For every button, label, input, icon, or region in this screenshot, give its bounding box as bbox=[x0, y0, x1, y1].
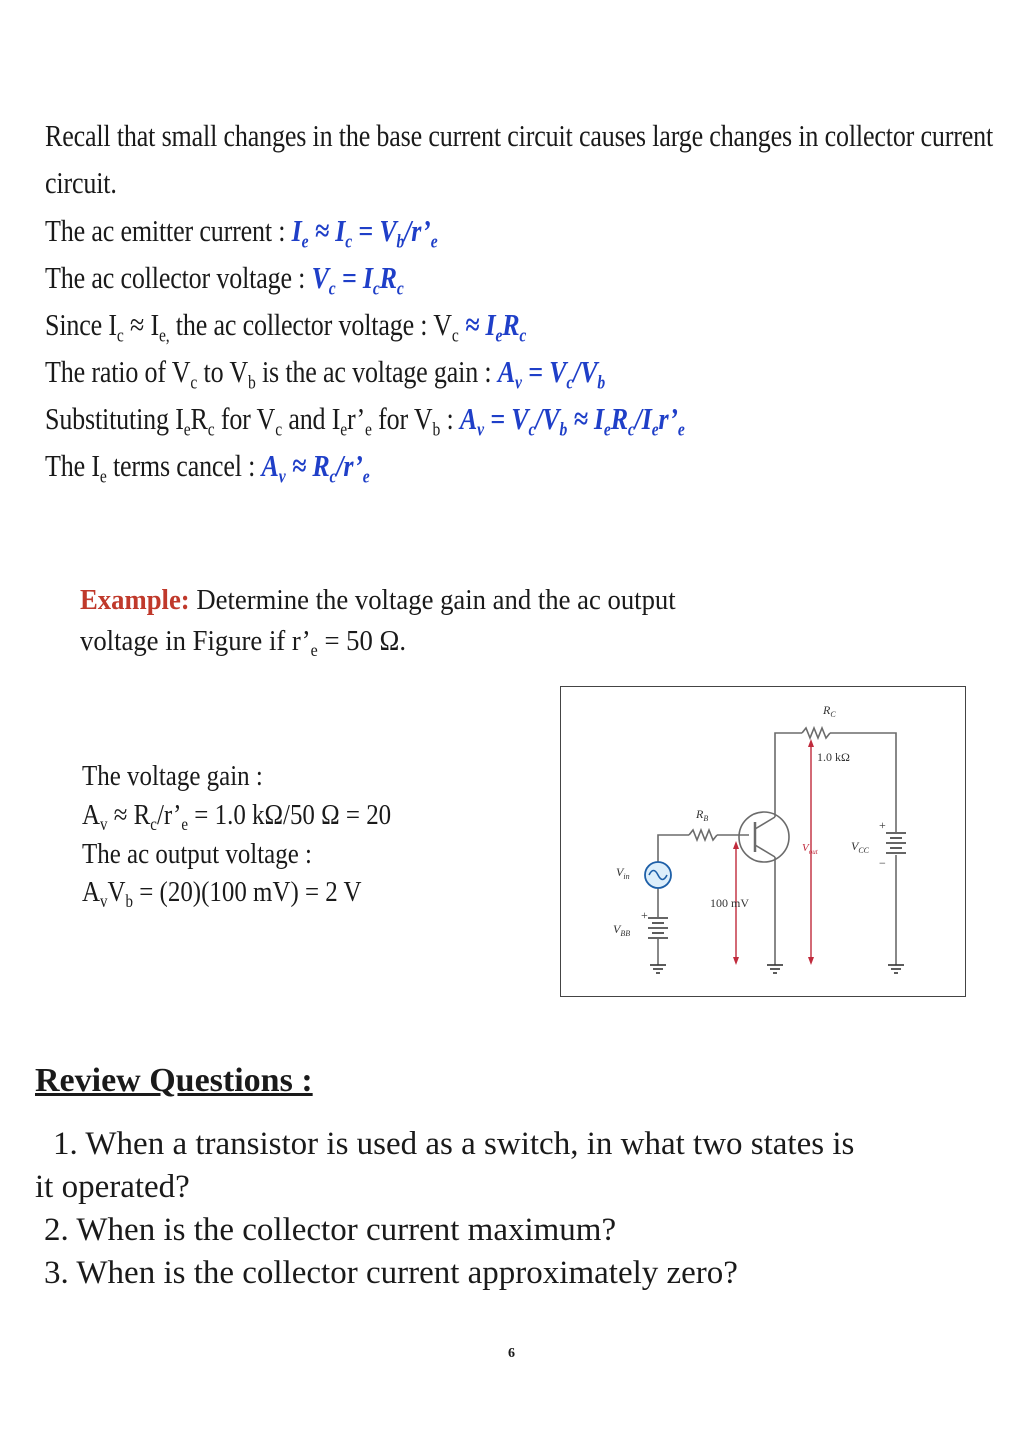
rc-value: 1.0 kΩ bbox=[817, 750, 850, 764]
vcc-minus: − bbox=[879, 856, 886, 870]
rc-to-vcc-wire bbox=[830, 733, 896, 832]
vbb-battery-icon bbox=[648, 918, 668, 938]
vcc-plus: + bbox=[879, 818, 886, 832]
intro-line-2: circuit. bbox=[45, 165, 117, 200]
substitution-line: Substituting $I_eR_c$ for $V_c$ and $I_er’_e$ for $V_b$ : $A_v = V_c/V_b$ ≈ $I_eR_c/I_er’_e$ bbox=[45, 401, 685, 441]
question-3: 3. When is the collector current approximately zero? bbox=[44, 1255, 738, 1291]
vin-label: $V_{in}$ bbox=[616, 865, 630, 881]
ground-icon bbox=[888, 965, 904, 973]
example-line-2: voltage in Figure if $r’_e = 50$ Ω. bbox=[80, 625, 407, 661]
solution-gain-equation: $A_v$ ≈ $R_c/r’_e = 1.0$ kΩ/50 Ω = 20 bbox=[82, 799, 392, 835]
cancel-line: The $I_e$ terms cancel : $A_v$ ≈ $R_c/r’_e$ bbox=[45, 448, 370, 488]
solution-output-equation: $A_vV_b = (20)(100$ mV) = 2 V bbox=[82, 876, 362, 912]
collector-voltage-formula: $V_c = I_cR_c$ bbox=[311, 260, 404, 300]
question-1-line-1: 1. When a transistor is used as a switch, in what two states is bbox=[53, 1126, 855, 1162]
page-number: 6 bbox=[508, 1346, 515, 1361]
vout-label: $V_{out}$ bbox=[802, 842, 818, 856]
rb-resistor bbox=[689, 830, 717, 840]
transistor-collector-lead bbox=[755, 817, 775, 829]
rb-label: $R_B$ bbox=[696, 807, 709, 823]
ground-icons bbox=[650, 965, 904, 973]
vcc-battery-icon bbox=[886, 833, 906, 853]
collector-voltage-line: The ac collector voltage : $V_c = I_cR_c$ bbox=[45, 260, 404, 300]
signal-value: 100 mV bbox=[710, 896, 749, 910]
collector-wire bbox=[775, 733, 802, 817]
rc-resistor bbox=[802, 728, 830, 738]
solution-gain-heading: The voltage gain : bbox=[82, 760, 263, 792]
emitter-current-formula: $I_e \approx I_c$ = $V_b/r’_e$ bbox=[291, 213, 438, 253]
vin-to-rb-wire bbox=[658, 835, 689, 862]
emitter-current-line: The ac emitter current : $I_e \approx I_c$ = $V_b/r’_e$ bbox=[45, 213, 438, 253]
solution-output-heading: The ac output voltage : bbox=[82, 838, 312, 870]
vbb-label: $V_{BB}$ bbox=[613, 922, 631, 938]
circuit-figure bbox=[560, 686, 966, 997]
approximation-line: Since $I_c \approx I_{e,}$ the ac collector voltage : $V_c \approx I_eR_c$ bbox=[45, 307, 527, 347]
intro-line-1: Recall that small changes in the base current circuit causes large changes in collector current bbox=[45, 118, 994, 153]
question-2: 2. When is the collector current maximum? bbox=[44, 1212, 617, 1248]
approximation-formula: ≈ $I_eR_c$ bbox=[465, 307, 527, 347]
review-questions-title: Review Questions : bbox=[35, 1062, 313, 1099]
substitution-formula: $A_v = V_c/V_b$ ≈ $I_eR_c/I_er’_e$ bbox=[459, 401, 685, 441]
ground-icon bbox=[650, 965, 666, 973]
example-line-1: Example: Determine the voltage gain and the ac output bbox=[80, 584, 676, 616]
cancel-formula: $A_v$ ≈ $R_c/r’_e$ bbox=[261, 448, 370, 488]
circuit-diagram bbox=[561, 687, 965, 996]
example-label: Example: bbox=[80, 584, 190, 616]
vbb-plus: + bbox=[641, 908, 648, 922]
rc-label: $R_C$ bbox=[823, 703, 836, 719]
transistor-body bbox=[739, 812, 789, 862]
question-1-line-2: it operated? bbox=[35, 1169, 190, 1205]
transistor-emitter-lead bbox=[755, 845, 775, 857]
ground-icon bbox=[767, 965, 783, 973]
voltage-gain-line: The ratio of $V_c$ to $V_b$ is the ac voltage gain : $A_v = V_c/V_b$ bbox=[45, 354, 606, 394]
voltage-gain-formula: $A_v = V_c/V_b$ bbox=[497, 354, 606, 394]
vcc-label: $V_{CC}$ bbox=[851, 839, 870, 855]
